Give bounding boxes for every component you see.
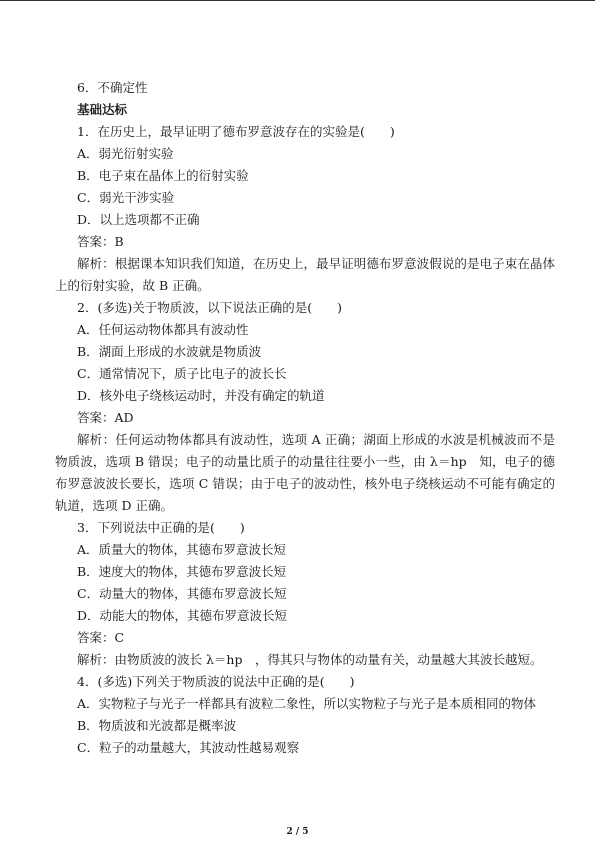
question-1-option-a: A．弱光衍射实验	[77, 146, 174, 161]
question-3-option-d: D．动能大的物体，其德布罗意波长短	[77, 608, 288, 623]
question-2-answer: 答案：AD	[77, 410, 134, 425]
question-3-answer: 答案：C	[77, 630, 125, 645]
question-2-option-b: B．湖面上形成的水波就是物质波	[77, 344, 262, 359]
question-3: 3．下列说法中正确的是( )	[77, 520, 245, 535]
question-4-option-a: A．实物粒子与光子一样都具有波粒二象性，所以实物粒子与光子是本质相同的物体	[77, 696, 537, 711]
question-4-option-b: B．物质波和光波都是概率波	[77, 718, 237, 733]
question-1-answer: 答案：B	[77, 234, 124, 249]
question-4-option-c: C．粒子的动量越大，其波动性越易观察	[77, 740, 300, 755]
question-1-option-c: C．弱光干涉实验	[77, 190, 175, 205]
question-1-option-b: B．电子束在晶体上的衍射实验	[77, 168, 249, 183]
question-2-option-a: A．任何运动物体都具有波动性	[77, 322, 249, 337]
question-2: 2．(多选)关于物质波，以下说法正确的是( )	[77, 300, 342, 315]
section-heading: 基础达标	[77, 102, 128, 117]
question-4: 4．(多选)下列关于物质波的说法中正确的是( )	[77, 674, 355, 689]
question-3-option-c: C．动量大的物体，其德布罗意波长短	[77, 586, 287, 601]
question-2-option-c: C．通常情况下，质子比电子的波长长	[77, 366, 287, 381]
question-1-option-d: D．以上选项都不正确	[77, 212, 200, 227]
question-3-option-b: B．速度大的物体，其德布罗意波长短	[77, 564, 287, 579]
question-1-explanation: 解析：根据课本知识我们知道，在历史上，最早证明德布罗意波假说的是电子束在晶体上的衍射实验，故 B 正确。	[55, 256, 555, 293]
page-number: 2 / 5	[286, 827, 309, 837]
section-title: 6．不确定性	[77, 80, 148, 95]
header-rule	[0, 0, 595, 1]
question-2-explanation: 解析：任何运动物体都具有波动性，选项 A 正确；湖面上形成的水波是机械波而不是物质波，选项 B 错误；电子的动量比质子的动量往往要小一些，由 λ＝hp 知，电子的德布罗意波波长要长，选项 C 错误；由于电子的波动性，核外电子绕核运动不可能有确定的轨道，选项 D 正确。	[55, 432, 555, 513]
question-1: 1．在历史上，最早证明了德布罗意波存在的实验是( )	[77, 124, 395, 139]
question-2-option-d: D．核外电子绕核运动时，并没有确定的轨道	[77, 388, 325, 403]
question-3-explanation: 解析：由物质波的波长 λ＝hp ，得其只与物体的动量有关，动量越大其波长越短。	[77, 652, 543, 667]
document-body	[55, 77, 555, 759]
question-3-option-a: A．质量大的物体，其德布罗意波长短	[77, 542, 287, 557]
